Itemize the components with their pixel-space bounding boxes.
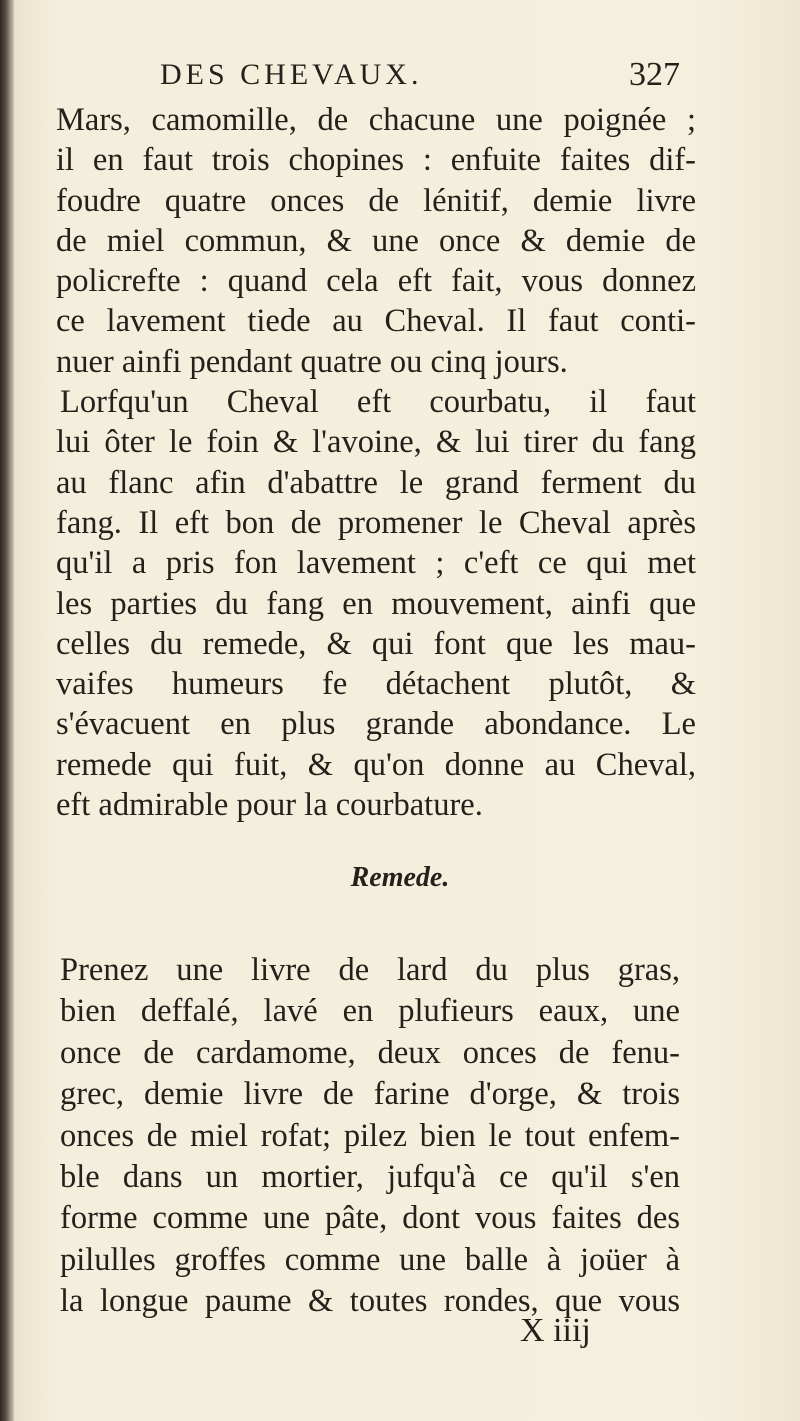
page-number: 327 <box>629 56 680 93</box>
text-line: Lorfqu'un Cheval eft courbatu, il faut <box>60 384 696 421</box>
paragraph-3 <box>60 950 680 1323</box>
running-head: DES CHEVAUX. <box>160 58 423 91</box>
text-line: il en faut trois chopines : enfuite faites dif- <box>56 142 696 179</box>
text-line: Mars, camomille, de chacune une poignée ; <box>56 102 696 138</box>
text-line: once de cardamome, deux onces de fenu- <box>60 1034 680 1071</box>
binding-edge <box>0 0 14 1421</box>
text-line: lui ôter le foin & l'avoine, & lui tirer du fang <box>56 424 696 461</box>
text-line: remede qui fuit, & qu'on donne au Cheval, <box>56 746 696 783</box>
text-line: vaifes humeurs fe détachent plutôt, & <box>56 666 696 703</box>
text-line: au flanc afin d'abattre le grand ferment du <box>56 464 696 501</box>
text-line: les parties du fang en mouvement, ainfi que <box>56 585 696 622</box>
text-line: eft admirable pour la courbature. <box>56 787 483 824</box>
text-line: nuer ainfi pendant quatre ou cinq jours. <box>56 343 568 380</box>
signature-mark: X iiij <box>520 1312 591 1349</box>
text-line: ble dans un mortier, jufqu'à ce qu'il s'en <box>60 1158 680 1195</box>
text-line: Prenez une livre de lard du plus gras, <box>60 952 680 988</box>
text-line: pilulles groffes comme une balle à joüer à <box>60 1241 680 1278</box>
text-line: de miel commun, & une once & demie de <box>56 222 696 259</box>
body-text <box>56 100 696 825</box>
text-line: bien deffalé, lavé en plufieurs eaux, une <box>60 993 680 1030</box>
text-line: onces de miel rofat; pilez bien le tout enfem- <box>60 1117 680 1154</box>
paragraph-2 <box>56 382 696 825</box>
section-title: Remede. <box>350 862 450 893</box>
text-line: celles du remede, & qui font que les mau- <box>56 625 696 662</box>
text-line: s'évacuent en plus grande abondance. Le <box>56 706 696 743</box>
text-line: la longue paume & toutes rondes, que vous <box>60 1283 680 1320</box>
paragraph-1 <box>56 100 696 382</box>
text-line: fang. Il eft bon de promener le Cheval après <box>56 504 696 541</box>
text-line: qu'il a pris fon lavement ; c'eft ce qui met <box>56 545 696 582</box>
text-line: foudre quatre onces de lénitif, demie livre <box>56 182 696 219</box>
text-line: policrefte : quand cela eft fait, vous donnez <box>56 263 696 300</box>
text-line: ce lavement tiede au Cheval. Il faut conti- <box>56 303 696 340</box>
text-line: forme comme une pâte, dont vous faites des <box>60 1200 680 1237</box>
text-line: grec, demie livre de farine d'orge, & trois <box>60 1076 680 1113</box>
